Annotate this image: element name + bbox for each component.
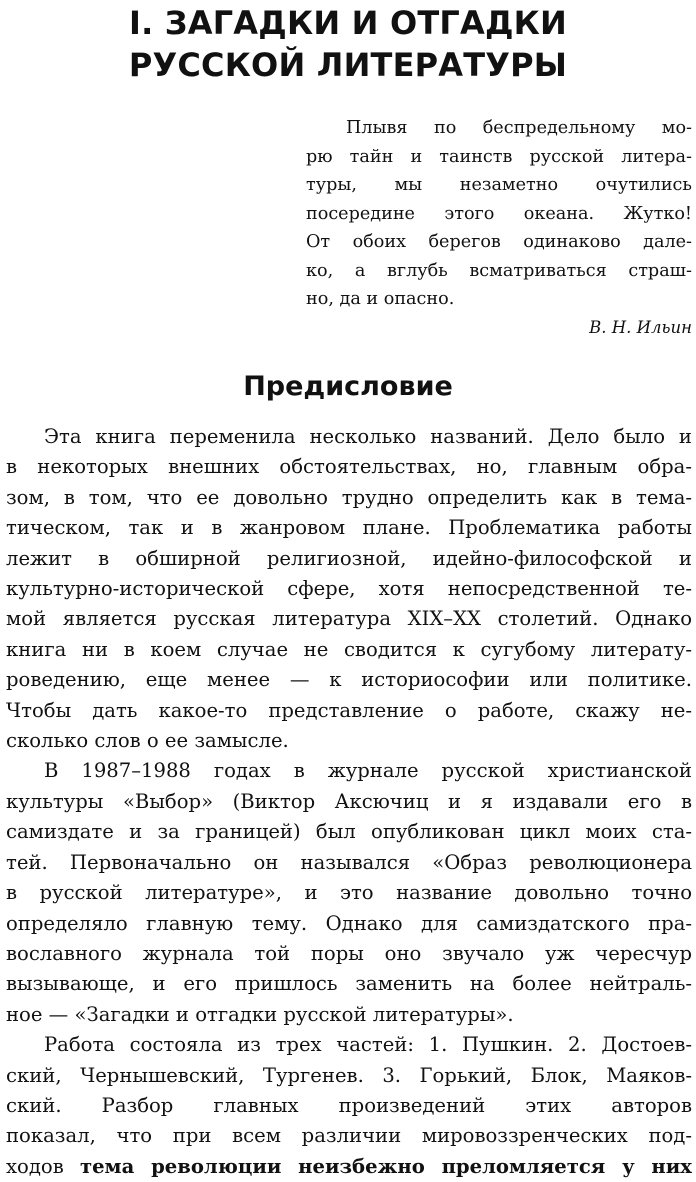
text-line: Чтобы дать какое-то представление о работе, скажу не-	[6, 698, 692, 722]
text-line: культуры «Выбор» (Виктор Аксючиц и я издавали его в	[6, 789, 692, 813]
text-line: В 1987–1988 годах в журнале русской христианской	[44, 759, 692, 783]
epigraph-line: но, да и опасно.	[306, 289, 455, 309]
text-line: ский, Чернышевский, Тургенев. 3. Горький, Блок, Маяков-	[6, 1063, 692, 1087]
text-line: тей. Первоначально он назывался «Образ революционера	[6, 850, 692, 874]
section-title: Предисловие	[243, 371, 453, 402]
text-line: ский. Разбор главных произведений этих авторов	[6, 1093, 692, 1117]
chapter-title-line-1: I. ЗАГАДКИ И ОТГАДКИ	[129, 4, 567, 42]
text-line: сколько слов о ее замысле.	[6, 729, 289, 753]
text-line: вославного журнала той поры оно звучало уж чересчур	[6, 941, 692, 965]
text-plain: ходов	[6, 1154, 80, 1178]
epigraph	[306, 114, 692, 314]
text-line-last	[6, 1152, 692, 1182]
text-bold-emphasis: тема революции неизбежно преломляется у них	[79, 1154, 692, 1178]
epigraph-line: посередине этого океана. Жутко!	[306, 203, 692, 224]
text-line: зом, в том, что ее довольно трудно определить как в тема-	[6, 485, 692, 509]
chapter-title-line-2: РУССКОЙ ЛИТЕРАТУРЫ	[128, 46, 568, 84]
text-line: тическом, так и в жанровом плане. Проблематика работы	[6, 516, 692, 540]
body-text	[6, 422, 692, 1182]
text-line: самиздате и за границей) был опубликован цикл моих ста-	[6, 820, 692, 844]
chapter-title	[0, 2, 696, 86]
text-line: книга ни в коем случае не сводится к сугубому литерату-	[6, 637, 692, 661]
epigraph-line: ко, а вглубь всматриваться страш-	[306, 260, 692, 281]
text-line: в некоторых внешних обстоятельствах, но, главным обра-	[6, 455, 692, 479]
text-line: в русской литературе», и это название довольно точно	[6, 881, 692, 905]
text-line: мой является русская литература XIX–XX столетий. Однако	[6, 607, 692, 631]
text-line: культурно-исторической сфере, хотя непосредственной те-	[6, 577, 692, 601]
epigraph-line: От обоих берегов одинаково дале-	[306, 232, 692, 252]
epigraph-line: туры, мы незаметно очутились	[306, 175, 692, 195]
text-line: определяло главную тему. Однако для самиздатского пра-	[6, 911, 692, 935]
text-line: ное — «Загадки и отгадки русской литературы».	[6, 1002, 514, 1026]
text-line: роведению, еще менее — к историософии или политике.	[6, 668, 692, 692]
text-line: вызывающе, и его пришлось заменить на более нейтраль-	[6, 972, 692, 996]
epigraph-line: Плывя по беспредельному мо-	[346, 118, 692, 138]
text-line: лежит в обширной религиозной, идейно-философской и	[6, 546, 692, 570]
epigraph-line: рю тайн и таинств русской литера-	[306, 146, 692, 167]
text-line: Работа состояла из трех частей: 1. Пушкин. 2. Достоев-	[44, 1033, 692, 1057]
epigraph-author: В. Н. Ильин	[589, 318, 692, 337]
text-line: показал, что при всем различии мировоззренческих под-	[6, 1124, 692, 1148]
text-line: Эта книга переменила несколько названий. Дело было и	[44, 425, 692, 448]
